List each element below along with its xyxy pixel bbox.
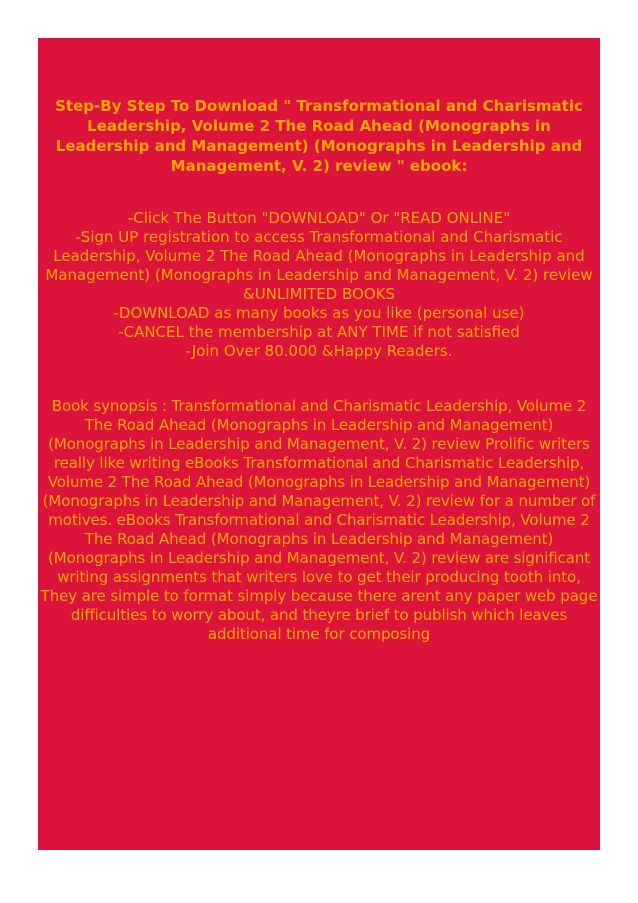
step-sign-up: -Sign UP registration to access Transformational and Charismatic Leadership, Volume 2 The Road Ahead (Monographs in Leadership and Management) (Monographs in Leadership and Management, V. 2) review &UNLIMITED BOOKS xyxy=(45,228,593,303)
document-title: Step-By Step To Download " Transformational and Charismatic Leadership, Volume 2 The Road Ahead (Monographs in Leadership and Management) (Monographs in Leadership and Management, V. 2) review " ebook: xyxy=(55,97,583,175)
download-steps xyxy=(38,209,600,361)
step-download: -DOWNLOAD as many books as you like (personal use) xyxy=(113,304,525,322)
book-synopsis: Book synopsis : Transformational and Charismatic Leadership, Volume 2 The Road Ahead (Monographs in Leadership and Management) (Monographs in Leadership and Management, V. 2) review Prolific writers really like writing eBooks Transformational and Charismatic Leadership, Volume 2 The Road Ahead (Monographs in Leadership and Management) (Monographs in Leadership and Management, V. 2) review for a number of motives. eBooks Transformational and Charismatic Leadership, Volume 2 The Road Ahead (Monographs in Leadership and Management) (Monographs in Leadership and Management, V. 2) review are significant writing assignments that writers love to get their producing tooth into, They are simple to format simply because there arent any paper web page difficulties to worry about, and theyre brief to publish which leaves additional time for composing xyxy=(40,397,598,643)
step-cancel: -CANCEL the membership at ANY TIME if not satisfied xyxy=(118,323,520,341)
document-page xyxy=(38,38,600,850)
document-content xyxy=(38,96,600,644)
step-join: -Join Over 80.000 &Happy Readers. xyxy=(185,342,453,360)
step-click-button: -Click The Button "DOWNLOAD" Or "READ ONLINE" xyxy=(127,209,511,227)
